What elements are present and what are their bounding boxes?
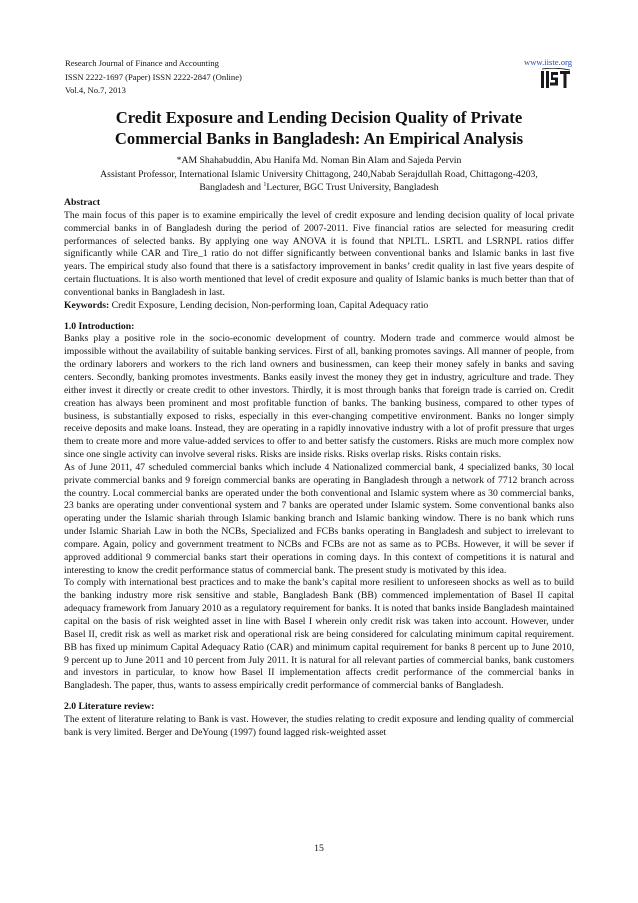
literature-heading: 2.0 Literature review: xyxy=(64,701,155,713)
abstract-heading: Abstract xyxy=(64,197,101,208)
author-names: *AM Shahabuddin, Abu Hanifa Md. Noman Bin Alam and Sajeda Pervin xyxy=(176,155,462,166)
paper-body xyxy=(64,197,574,740)
author-affiliation: Assistant Professor, International Islamic University Chittagong, 240,Nabab Serajdullah Road, Chittagong-4203, xyxy=(100,168,538,180)
keywords-line xyxy=(64,300,574,313)
keywords-text: Credit Exposure, Lending decision, Non-performing loan, Capital Adequacy ratio xyxy=(111,299,429,311)
title-line-1: Credit Exposure and Lending Decision Quality of Private xyxy=(115,108,523,127)
journal-issn: ISSN 2222-1697 (Paper) ISSN 2222-2847 (Online) xyxy=(65,71,242,82)
journal-name: Research Journal of Finance and Accounting xyxy=(65,58,219,68)
affiliation-lecturer: Lecturer, BGC Trust University, Bangladesh xyxy=(266,182,439,193)
affiliation-marker: 1 xyxy=(263,181,267,188)
author-affiliation-2 xyxy=(64,181,574,195)
intro-heading: 1.0 Introduction: xyxy=(64,320,135,332)
journal-url-link[interactable]: www.iiste.org xyxy=(524,57,572,67)
journal-header xyxy=(65,57,242,98)
intro-paragraph-2: As of June 2011, 47 scheduled commercial banks which include 4 Nationalized commercial bank, 4 specialized banks, 30 local private commercial banks and 9 foreign commercial banks are operating in Bangladesh through a network of 7712 branch across the country. Local commercial banks are operated under the both conventional and Islamic system where as 30 commercial banks, 23 banks are operating under conventional system and 7 banks are operated under Islamic system. Some conventional banks also operating under the Islamic shariah through Islamic banking branch and Islamic banking window. There is no bank which runs under Islamic Shariah Law in both the NCBs, Specialized and FCBs banks operating in Bangladesh and subject to irrelevant to compare. Again, policy and government treatment to NCBs and FCBs are not as same as to PCBs. However, it will be sever if approved additional 9 commercial banks start their operations in coming days. In this context of competitions it is natural and interesting to know the credit performance status of commercial bank. The present study is motivated by this idea. xyxy=(64,461,574,576)
iiste-logo xyxy=(540,68,572,90)
intro-paragraph-3: To comply with international best practices and to make the bank’s capital more resilient to unforeseen shocks as well as to build the banking industry more risk sensitive and stable, Bangladesh Bank (BB) commenced implementation of Basel II capital adequacy framework from January 2010 as a regulatory requirement for banks. It is noted that banks inside Bangladesh maintained capital on the basis of risk weighted asset in line with Basel I wherein only credit risk was taken into account. However, under Basel II, credit risk as well as market risk and operational risk are being considered for calculating minimum capital requirement. BB has fixed up minimum Capital Adequacy Ratio (CAR) and minimum capital requirement for banks 8 percent up to June 2010, 9 percent up to June 2011 and 10 percent from July 2011. It is natural for all relevant parties of commercial banks, bank customers and investors in particular, to know how Basel II implementation affects credit performance of the commercial banks in Bangladesh. The paper, thus, wants to assess empirically credit performance of commercial banks of Bangladesh. xyxy=(64,577,574,692)
author-block xyxy=(64,154,574,195)
keywords-label: Keywords: xyxy=(64,299,110,311)
intro-paragraph-1: Banks play a positive role in the socio-economic development of country. Modern trade and commerce would almost be impossible without the availability of suitable banking services. First of all, banking promotes savings. All manner of people, from the ordinary laborers and workers to the rich land owners and businessmen, can keep their money safely in banks and saving centers. Secondly, banking promotes investments. Banks easily invest the money they get in industry, agriculture and trade. They either invest it directly or create credit to other investors. Thirdly, it is most through banks that foreign trade is carried on. Credit creation has always been prominent and most profitable function of banks. The banking business, compared to other types of business, is substantially exposed to risks, especially in this ever-changing competitive environment. Banks no longer simply receive deposits and make loans. Instead, they are operating in a rapidly innovative industry with a lot of profit pressure that urges them to create more and more value-added services to offer to and better satisfy the customers. Risks are much more complex now since one single activity can involve several risks. Risks are inside risks. Risks overlap risks. Risks contain risks. xyxy=(64,333,574,461)
abstract-text: The main focus of this paper is to examine empirically the level of credit exposure and lending decision quality of local private commercial banks in of Bangladesh during the period of 2007-2011. Five financial ratios are selected for measuring credit performances of selected banks. By applying one way ANOVA it is found that NPLTL. LSRTL and LSRNPL ratios differ significantly while CAR and Tire_1 ratio do not differ significantly between conventional banks and Islamic banks in last five years. The empirical study also found that there is a satisfactory improvement in banks’ credit quality in last five years despite of certain fluctuations. It is also worth mentioned that level of credit exposure and quality of Islamic banks is much better than that of conventional banks in Bangladesh in last. xyxy=(64,209,574,298)
journal-volume: Vol.4, No.7, 2013 xyxy=(65,85,126,95)
page-number: 15 xyxy=(314,843,324,854)
affiliation-country: Bangladesh and xyxy=(199,182,264,193)
literature-paragraph-1: The extent of literature relating to Bank is vast. However, the studies relating to credit exposure and lending quality of commercial bank is very limited. Berger and DeYoung (1997) found lagged risk-weighted asset xyxy=(64,713,574,738)
title-line-2: Commercial Banks in Bangladesh: An Empirical Analysis xyxy=(114,128,524,148)
paper-title xyxy=(80,108,558,149)
